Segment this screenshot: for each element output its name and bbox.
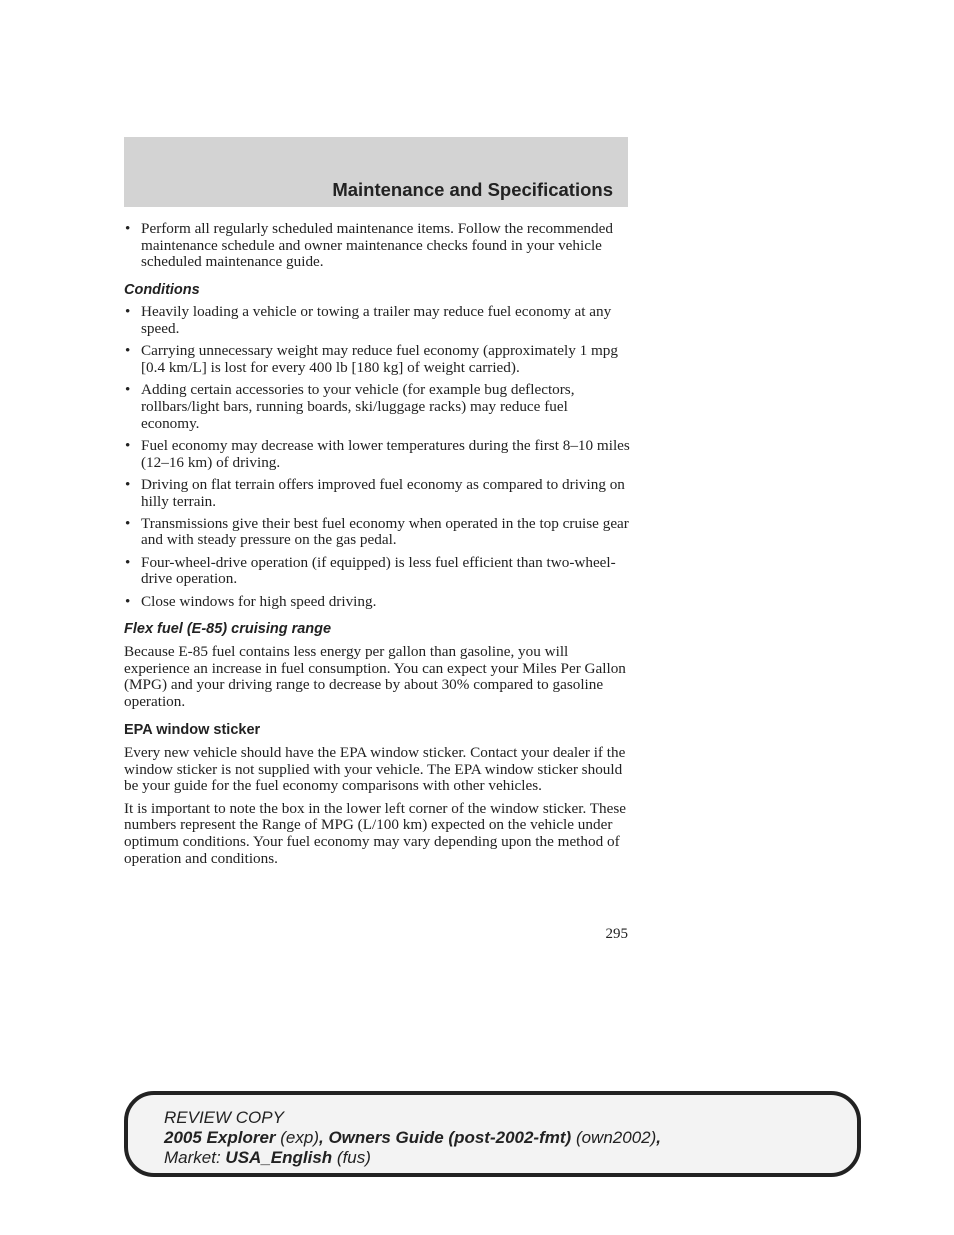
review-copy-model-line: 2005 Explorer (exp), Owners Guide (post-2002-fmt) (own2002), [164,1128,661,1147]
review-copy-text [164,1108,661,1168]
list-item: • Adding certain accessories to your vehicle (for example bug deflectors, rollbars/light bars, running boards, ski/luggage racks) may reduce fuel economy. [125,381,575,432]
review-copy-label: REVIEW COPY [164,1108,284,1127]
review-copy-box [124,1091,861,1177]
section-header-band [124,137,628,207]
epa-heading: EPA window sticker [124,722,261,739]
flex-fuel-heading: Flex fuel (E-85) cruising range [124,621,332,638]
list-item: • Carrying unnecessary weight may reduce fuel economy (approximately 1 mpg [0.4 km/L] is lost for every 400 lb [180 kg] of weight carried). [125,342,618,376]
list-item: • Heavily loading a vehicle or towing a trailer may reduce fuel economy at any speed. [125,303,612,337]
list-item: • Four-wheel-drive operation (if equipped) is less fuel efficient than two-wheel-drive operation. [125,553,616,588]
page-content [124,221,630,873]
conditions-heading: Conditions [124,281,200,298]
page-number: 295 [605,926,628,942]
epa-paragraph-1: Every new vehicle should have the EPA window sticker. Contact your dealer if the window sticker is not supplied with your vehicle. The EPA window sticker should be your guide for the fuel economy comparisons with other vehicles. [124,744,626,795]
intro-bullet-list [124,221,630,271]
flex-fuel-paragraph: Because E-85 fuel contains less energy per gallon than gasoline, you will experience an increase in fuel consumption. You can expect your Miles Per Gallon (MPG) and your driving range to decrease by about 30% compared to gasoline operation. [124,643,626,710]
list-item: • Driving on flat terrain offers improved fuel economy as compared to driving on hilly terrain. [125,475,625,510]
list-item: • Fuel economy may decrease with lower temperatures during the first 8–10 miles (12–16 km) of driving. [125,436,630,471]
epa-paragraph-2: It is important to note the box in the lower left corner of the window sticker. These numbers represent the Range of MPG (L/100 km) expected on the vehicle under optimum conditions. Your fuel economy may vary depending upon the method of operation and conditions. [124,799,627,867]
review-copy-market-line: Market: USA_English (fus) [164,1148,371,1167]
section-title: Maintenance and Specifications [332,179,613,200]
list-item: • Close windows for high speed driving. [125,592,377,610]
list-item: • Perform all regularly scheduled maintenance items. Follow the recommended maintenance schedule and owner maintenance checks found in your vehicle scheduled maintenance guide. [125,220,613,271]
conditions-bullet-list [124,304,630,610]
list-item: • Transmissions give their best fuel economy when operated in the top cruise gear and with steady pressure on the gas pedal. [125,514,629,549]
